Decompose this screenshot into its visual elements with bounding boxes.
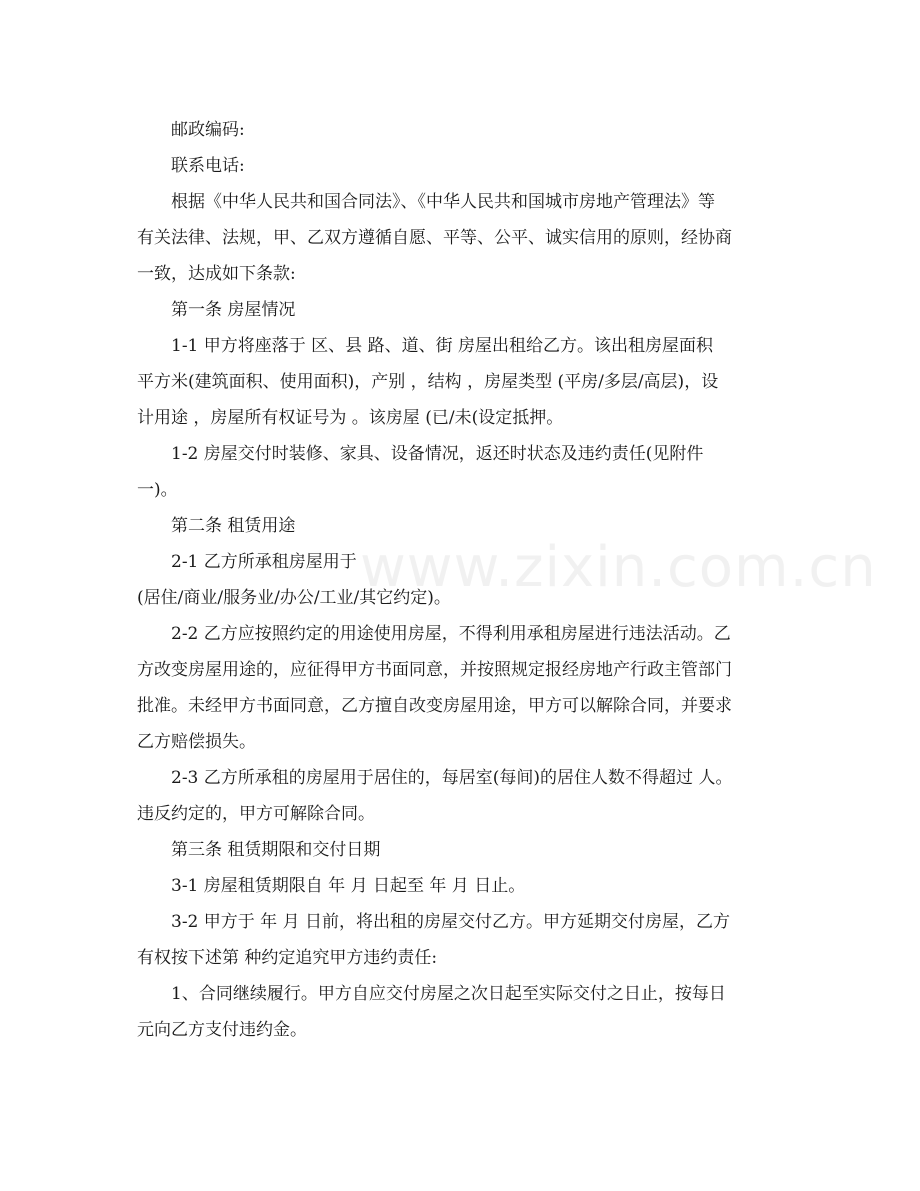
paragraph-first-line: 2-1 乙方所承租房屋用于 [171, 552, 357, 572]
paragraph-line: 乙方赔偿损失。 [137, 732, 256, 752]
paragraph-first-line: 根据《中华人民共和国合同法》、《中华人民共和国城市房地产管理法》等 [171, 192, 715, 212]
paragraph-first-line: 1-2 房屋交付时装修、家具、设备情况，返还时状态及违约责任(见附件 [171, 444, 704, 464]
paragraph [137, 544, 787, 616]
paragraph-line: 计用途 ，房屋所有权证号为 。该房屋 (已/未(设定抵押。 [137, 408, 564, 428]
paragraph-first-line: 2-2 乙方应按照约定的用途使用房屋，不得利用承租房屋进行违法活动。乙 [171, 624, 731, 644]
paragraph-first-line: 2-3 乙方所承租的房屋用于居住的，每居室(每间)的居住人数不得超过 人。 [171, 768, 733, 788]
paragraph [137, 328, 787, 436]
paragraph [137, 112, 787, 148]
paragraph-line: 方改变房屋用途的，应征得甲方书面同意，并按照规定报经房地产行政主管部门 [137, 660, 732, 680]
paragraph-line: 有关法律、法规，甲、乙双方遵循自愿、平等、公平、诚实信用的原则，经协商 [137, 228, 732, 248]
paragraph-first-line: 1-1 甲方将座落于 区、县 路、道、街 房屋出租给乙方。该出租房屋面积 [171, 336, 713, 356]
paragraph-first-line: 第三条 租赁期限和交付日期 [171, 840, 381, 860]
paragraph [137, 760, 787, 832]
paragraph-first-line: 3-2 甲方于 年 月 日前，将出租的房屋交付乙方。甲方延期交付房屋，乙方 [171, 912, 730, 932]
paragraph-line: (居住/商业/服务业/办公/工业/其它约定)。 [137, 588, 451, 608]
paragraph-first-line: 3-1 房屋租赁期限自 年 月 日起至 年 月 日止。 [171, 876, 526, 896]
paragraph [137, 436, 787, 508]
paragraph [137, 292, 787, 328]
paragraph [137, 184, 787, 292]
paragraph-line: 一致，达成如下条款: [137, 264, 296, 284]
paragraph [137, 616, 787, 760]
paragraph-line: 违反约定的，甲方可解除合同。 [137, 804, 375, 824]
paragraph-line: 元向乙方支付违约金。 [137, 1020, 307, 1040]
paragraph-line: 有权按下述第 种约定追究甲方违约责任: [137, 948, 438, 968]
paragraph-first-line: 第一条 房屋情况 [171, 300, 296, 320]
paragraph-first-line: 邮政编码: [171, 120, 245, 140]
paragraph-first-line: 联系电话: [171, 156, 245, 176]
paragraph [137, 832, 787, 868]
paragraph [137, 976, 787, 1048]
document-body [137, 112, 787, 1048]
paragraph-first-line: 1、合同继续履行。甲方自应交付房屋之次日起至实际交付之日止，按每日 [171, 984, 726, 1004]
paragraph-first-line: 第二条 租赁用途 [171, 516, 296, 536]
paragraph-line: 一)。 [137, 480, 178, 500]
paragraph-line: 批准。未经甲方书面同意，乙方擅自改变房屋用途，甲方可以解除合同，并要求 [137, 696, 732, 716]
paragraph [137, 868, 787, 904]
paragraph [137, 904, 787, 976]
paragraph [137, 508, 787, 544]
watermark-text: www.zixin.com.cn [360, 535, 877, 600]
paragraph [137, 148, 787, 184]
paragraph-line: 平方米(建筑面积、使用面积)，产别 ，结构 ，房屋类型 (平房/多层/高层)，设 [137, 372, 719, 392]
